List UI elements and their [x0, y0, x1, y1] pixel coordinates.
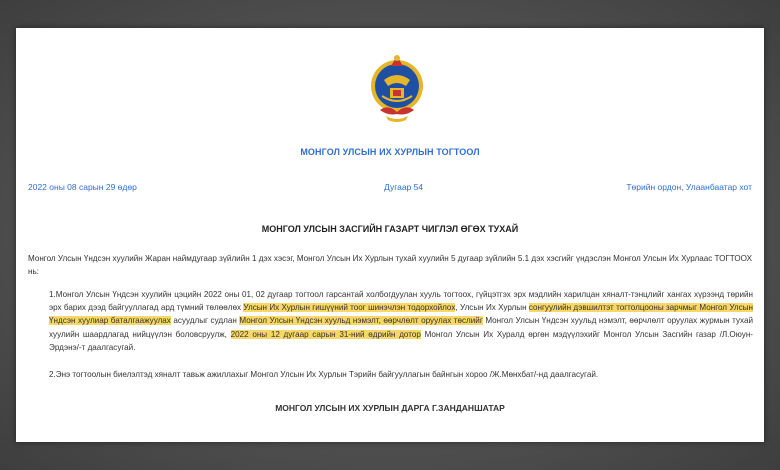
intro-paragraph: Монгол Улсын Үндсэн хуулийн Жаран наймдугаар зүйлийн 1 дэх хэсэг, Монгол Улсын Их Хурлын тухай хуулийн 5 дугаар зүйлийн 5.1 дэх хэсгийг үндэслэн Монгол Улсын Их Хурлаас ТОГТООХ нь: [28, 254, 752, 277]
highlight-member-count: Улсын Их Хурлын гишүүний тоог шинэчлэн тодорхойлох [243, 303, 456, 313]
highlight-deadline: 2022 оны 12 дугаар сарын 31-ний өдрийн дотор [230, 329, 421, 339]
highlight-amendment-draft: Монгол Улсын Үндсэн хуульд нэмэлт, өөрчлөлт оруулах төслийг [239, 316, 483, 326]
document-number: Дугаар 54 [384, 182, 424, 192]
clause-1-text: Монгол Улсын Их Хуралд өргөн мэдүүлэхийг Монгол Улсын Засгийн газар /Л.Оюун-Эрдэнэ/-т даалгасугай. [49, 329, 753, 352]
signer-line: МОНГОЛ УЛСЫН ИХ ХУРЛЫН ДАРГА Г.ЗАНДАНШАТАР [275, 403, 505, 413]
document-meta [28, 182, 752, 194]
document-place: Төрийн ордон, Улаанбаатар хот [626, 182, 752, 192]
resolution-heading: МОНГОЛ УЛСЫН ЗАСГИЙН ГАЗАРТ ЧИГЛЭЛ ӨГӨХ ТУХАЙ [261, 224, 519, 234]
state-emblem-icon [370, 50, 424, 130]
clause-1-text: Монгол Улсын Үндсэн хуульд нэмэлт, өөрчлөлт оруулах журмын тухай хуулийн шаардлагад нийцүүлэн боловсруулж, [49, 316, 753, 339]
clause-2-paragraph: 2.Энэ тогтоолын биелэлтэд хяналт тавьж ажиллахыг Монгол Улсын Их Хурлын Тэрийн байгууллагын байнгын хороо /Ж.Мөнхбат/-нд даалгасугай. [49, 370, 599, 379]
clause-1-text: , Улсын Их Хурлын [455, 303, 529, 313]
document-page [16, 28, 764, 442]
clause-1-text: 1.Монгол Улсын Үндсэн хуулийн цэцийн 2022 оны 01, 02 дугаар тогтоол гарсантай холбогдуулан хууль тогтоох, гүйцэтгэх эрх мэдлийн харилцан хяналт-тэнцлийг хангах хүрээнд төрийн эрх барих дээд байгууллагад ард түмний төлөөлөх [49, 290, 753, 313]
document-title: МОНГОЛ УЛСЫН ИХ ХУРЛЫН ТОГТООЛ [300, 147, 480, 157]
clause-1-text: асуудлыг судлан [170, 316, 240, 326]
clause-1-paragraph [49, 288, 753, 354]
document-date: 2022 оны 08 сарын 29 өдөр [28, 182, 137, 192]
highlight-electoral-system: сонгуулийн дэвшилтэт тогтолцооны зарчмыг Монгол Улсын Үндсэн хуулиар баталгаажуулах [49, 303, 753, 326]
